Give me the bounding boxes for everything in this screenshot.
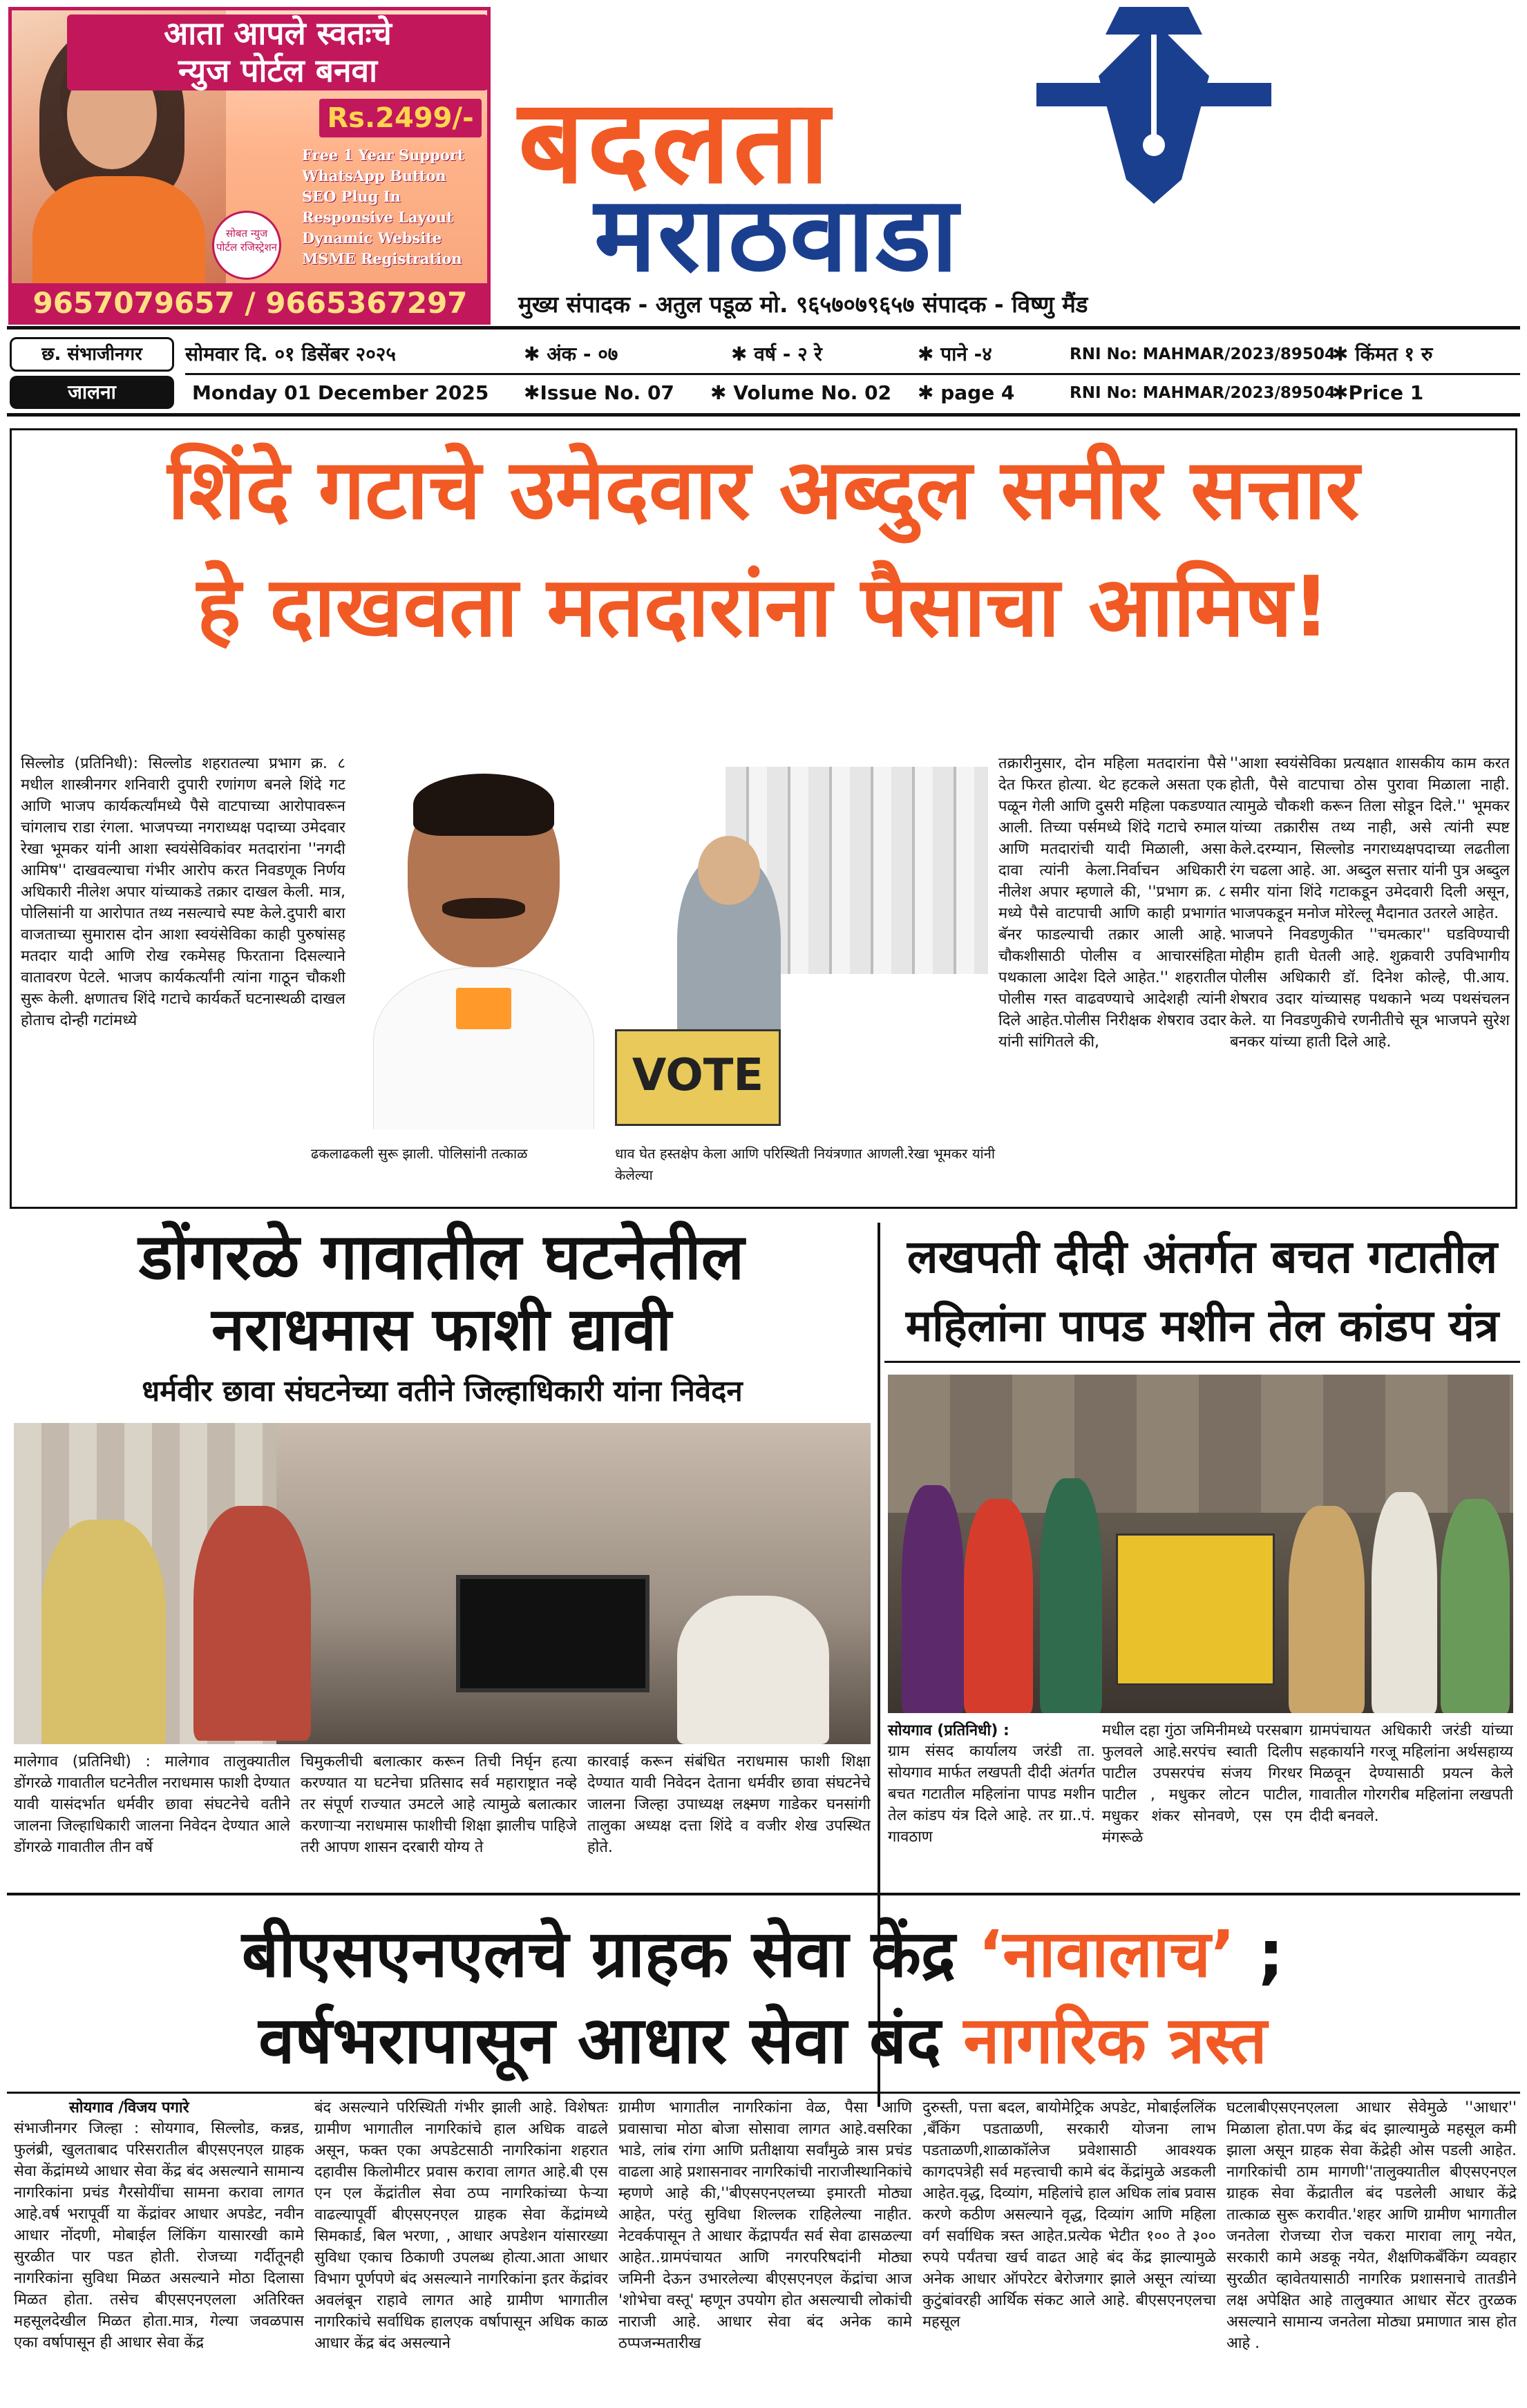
ad-feature: Responsive Layout xyxy=(302,209,453,226)
dateline-city-badge-1: छ. संभाजीनगर xyxy=(10,337,174,372)
dateline-mid-rule xyxy=(185,373,1520,375)
story4-headline-line-1 xyxy=(10,1910,1516,2000)
lead-column-4: ''आशा स्वयंसेविका प्रत्यक्षात शासकीय काम करत होती, पैसे वाटपाचा ठोस पुरावा मिळाला नाही. त्यामुळे चौकशी करून तिला सोडून दिले.'' भूमकर यांच्या तक्रारीस तथ्य नाही, असे त्यांनी स्पष्ट केले.दरम्यान, सिल्लोड नगराध्यक्षपदाच्या लढतीला रंग चढला आहे. आ. अब्दुल सत्तार यांनी पुत्र अब्दुल समीर यांना शिंदे गटाकडून उमेदवारी दिली असून, भाजपकडून मनोज मोरेल्लू मैदानात उतरले आहेत. भाजपने निवडणुकीत ''चमत्कार'' घडविण्याची मोहीम हाती घेतली आहे. शुक्रवारी उपविभागीय पोलीस अधिकारी डॉ. दिनेश कोल्हे, पी.आय. शेषराव उदार यांच्यासह पथकाने भव्य पथसंचलन केले. या निवडणुकीचे रणनीतीचे सूत्र भाजपने सुरेश बनकर यांच्या हाती दिले आहे. xyxy=(1230,755,1510,1051)
story3-byline: सोयगाव (प्रतिनिधी) : xyxy=(888,1722,1009,1739)
story4-column-3: ग्रामीण भागातील नागरिकांना वेळ, पैसा आणि प्रवासाचा मोठा बोजा सोसावा लागत आहे.वसरिका भाडे, लांब रांगा आणि प्रतीक्षाया सर्वांमुळे त्रास प्रचंड वाढला आहे प्रशासनावर नागरिकांची नाराजीस्थानिकांचे म्हणणे आहे की,''बीएसएनएलच्या इमारती मोठ्या आहेत, परंतु सुविधा शिल्लक राहिलेल्या नाहीत. नेटवर्कपासून ते आधार केंद्रापर्यंत सर्व सेवा ढासळल्या आहेत..ग्रामपंचायत आणि नगरपरिषदांनी मोठ्या जमिनी देऊन उभारलेल्या बीएसएनएल केंद्रांचा आज 'शोभेचा वस्तू' म्हणून उपयोग होत असल्याची लोकांची नाराजी आहे. आधार सेवा बंद अनेक कामे ठप्पजन्मतारीख xyxy=(618,2099,912,2352)
ad-feature: MSME Registration xyxy=(302,250,462,267)
dateline-issue-en: ✱Issue No. 07 xyxy=(524,381,674,404)
ad-phone-numbers: 9657079657 / 9665367297 xyxy=(12,283,489,323)
story4-byline: सोयगाव /विजय पगारे xyxy=(69,2099,189,2116)
dateline-price: ✱ किंमत १ रु xyxy=(1332,343,1433,365)
dateline-price-en: ✱Price 1 xyxy=(1332,381,1424,404)
story2-photo xyxy=(14,1423,871,1744)
ad-title-box xyxy=(67,15,489,90)
dateline-pages: ✱ पाने -४ xyxy=(918,343,992,365)
story3-column-3: ग्रामपंचायत अधिकारी जरंडी यांच्या सहकार्याने गरजू महिलांना अर्थसहाय्य मिळवून देण्यासाठी प्रयत्न केले गावातील गोरगरीब महिलांना लखपती दीदी बनवले. xyxy=(1309,1722,1513,1825)
story3-column-1: ग्राम संसद कार्यालय जरंडी ता. सोयगाव मार्फत लखपती दीदी अंतर्गत बचत गटातील महिलांना पापड मशीन तेल कांडप यंत्र दिले आहे. तर ग्रा..पं. गावठाण xyxy=(888,1743,1095,1846)
lead-headline-line-2: हे दाखवता मतदारांना पैसाचा आमिष! xyxy=(197,560,1330,656)
bottom-section-rule xyxy=(7,1893,1520,1895)
story4-headline-part-a: बीएसएनएलचे ग्राहक सेवा केंद्र xyxy=(241,1917,978,1992)
ad-feature: WhatsApp Button xyxy=(302,167,446,184)
dateline-english-row xyxy=(185,376,1520,410)
fountain-pen-nib-icon xyxy=(1036,7,1271,207)
masthead-title-line-2: मराठवाडा xyxy=(594,175,960,295)
story4-column-1: संभाजीनगर जिल्हा : सोयगाव, सिल्लोड, कन्नड, फुलंब्री, खुलताबाद परिसरातील बीएसएनएल ग्राहक सेवा केंद्रांमध्ये आधार सेवा केंद्र बंद असल्याने सामान्य नागरिकांना प्रचंड गैरसोयींचा सामना करावा लागत आहे.वर्ष भरापूर्वी या केंद्रांवर आधार अपडेट, नवीन आधार नोंदणी, मोबाईल लिंकिंग यासारखी कामे सुरळीत पार पडत होती. रोजच्या गर्दीतूनही नागरिकांना सुविधा मिळत असल्याने मोठा दिलासा मिळत होता. तसेच बीएसएनएलला अतिरिक्त महसूलदेखील मिळत होता.मात्र, गेल्या जवळपास एका वर्षापासून ही आधार सेवा केंद्र xyxy=(14,2120,304,2351)
masthead-title-line-1: बदलता xyxy=(518,74,833,209)
vote-box-label: VOTE xyxy=(632,1050,764,1101)
story3-headline-rule xyxy=(884,1361,1520,1363)
lead-column-1: सिल्लोड (प्रतिनिधी): सिल्लोड शहरातल्या प्रभाग क्र. ८ मधील शास्त्रीनगर शनिवारी दुपारी रणांगण बनले शिंदे गट आणि भाजप कार्यकर्त्यांमध्ये पैसे वाटपाच्या आरोपावरून चांगलाच राडा रंगला. भाजपच्या नगराध्यक्ष पदाच्या उमेदवार रेखा भूमकर यांनी आशा स्वयंसेविकांवर मतदारांना ''नगदी आमिष'' दाखवल्याचा गंभीर आरोप करत निवडणूक निर्णय अधिकारी नीलेश अपार यांच्याकडे तक्रार दाखल केली. मात्र, पोलिसांनी या आरोपात तथ्य नसल्याचे स्पष्ट केले.दुपारी बारा वाजताच्या सुमारास दोन आशा स्वयंसेविका काही पुरुषांसह मतदार यादी आणि रोख रकमेसह फिरताना दिसल्याने वातावरण पेटले. भाजप कार्यकर्त्यांनी त्यांना गाठून चौकशी सुरू केली. क्षणातच शिंदे गटाचे कार्यकर्ते घटनास्थळी दाखल होताच दोन्ही गटांमध्ये xyxy=(21,755,345,1029)
ad-line-1: आता आपले स्वतःचे xyxy=(164,15,392,52)
dateline-page-en: ✱ page 4 xyxy=(918,381,1015,404)
voting-illustration xyxy=(608,753,995,1126)
story4-column-2: बंद असल्याने परिस्थिती गंभीर झाली आहे. विशेषतः ग्रामीण भागातील नागरिकांचे हाल अधिक वाढले असून, फक्त एका अपडेटसाठी नागरिकांना शहरात दहावीस किलोमीटर प्रवास करावा लागत आहे.बी एस एन एल केंद्रांतील सेवा ठप्प नागरिकांच्या फेऱ्या वाढल्यापूर्वी बीएसएनएल ग्राहक सेवा केंद्रांमध्ये सिमकार्ड, बिल भरणा, , आधार अपडेशन यांसारख्या सुविधा एकाच ठिकाणी उपलब्ध होत्या.आता आधार विभाग पूर्णपणे बंद असल्याने नागरिकांना इतर केंद्रांवर अवलंबून राहावे लागत आहे ग्रामीण भागातील नागरिकांचे सर्वाधिक हालएक वर्षापासून अधिक काळ आधार केंद्र बंद असल्याने xyxy=(314,2099,608,2352)
dateline-volume: ✱ वर्ष - २ रे xyxy=(731,343,822,365)
dateline-city-badge-2: जालना xyxy=(10,376,174,409)
story4-headline-part-d: वर्षभरापासून आधार सेवा बंद xyxy=(258,2003,964,2079)
editors-line: मुख्य संपादक - अतुल पडूळ मो. ९६५७०७९६५७ संपादक - विष्णु मैंड xyxy=(518,291,1088,318)
dateline-rni: RNI No: MAHMAR/2023/89504 xyxy=(1070,345,1336,363)
dateline-rni-en: RNI No: MAHMAR/2023/89504 xyxy=(1070,384,1336,402)
story4-column-4: दुरुस्ती, पत्ता बदल, बायोमेट्रिक अपडेट, मोबाईललिंक ,बँकिंग पडताळणी, सरकारी योजना लाभ पडताळणी,शाळाकॉलेज प्रवेशासाठी आवश्यक कागदपत्रेही सर्व महत्त्वाची कामे बंद केंद्रांमुळे अडकली आहेत.वृद्ध, दिव्यांग, महिलांचे हाल अधिक लांब प्रवास करणे कठीण असल्याने वृद्ध, दिव्यांग आणि महिला वर्ग सर्वाधिक त्रस्त आहेत.प्रत्येक भेटीत १०० ते ३०० रुपये पर्यंतचा खर्च वाढत आहे बंद केंद्र झाल्यामुळे अनेक आधार ऑपरेटर बेरोजगार झाले असून त्यांच्या कुटुंबांवरही आर्थिक संकट आले आहे. बीएसएनएलचा महसूल xyxy=(922,2099,1216,2331)
lead-column-3: तक्रारीनुसार, दोन महिला मतदारांना पैसे देत फिरत होत्या. थेट हटकले असता एक पळून गेली आणि दुसरी महिला पकडण्यात आली. तिच्या पर्समध्ये शिंदे गटाचे रुमाल आणि मतदारांची यादी मिळाली, असा दावा त्यांनी केला.निर्वाचन अधिकारी नीलेश अपार म्हणाले की, ''प्रभाग क्र. ८ मध्ये पैसे वाटपाची आणि काही प्रभागांत बॅनर फाडल्याची तक्रार आली आहे. चौकशीसाठी पोलीस व आचारसंहिता पथकाला आदेश दिले आहेत.'' शहरातील पोलीस गस्त वाढवण्याचे आदेशही त्यांनी दिले आहेत.पोलीस निरीक्षक शेषराव उदार यांनी सांगितले की, xyxy=(998,755,1226,1051)
candidate-photo xyxy=(359,753,608,1129)
dateline-date-en: Monday 01 December 2025 xyxy=(192,381,489,404)
story4-column-5: घटलाबीएसएनएलला आधार सेवेमुळे ''आधार'' मिळाला होता.पण केंद्र बंद झाल्यामुळे महसूल कमी झाला असून ग्राहक सेवा केंद्रेही ओस पडली आहेत. नागरिकांची ठाम मागणी''तालुक्यातील बीएसएनएल ग्राहक सेवा केंद्रातील बंद पडलेली आधार केंद्रे तात्काळ सुरू करावीत.'शहर आणि ग्रामीण भागातील जनतेला रोजच्या रोज चकरा मारावा लागू नयेत, सरकारी कामे अडकू नयेत, शैक्षणिकबँकिंग व्यवहार सुरळीत व्हावेतयासाठी नागरिक प्रशासनाचे तातडीने लक्ष अपेक्षित आहे तालुक्यात आधार सेंटर तुरळक असल्याने सामान्य जनतेला मोठ्या प्रमाणात त्रास होत आहे . xyxy=(1226,2099,1517,2352)
ad-feature: Free 1 Year Support xyxy=(302,146,464,164)
ad-line-2: न्युज पोर्टल बनवा xyxy=(178,52,378,89)
ad-feature: Dynamic Website xyxy=(302,229,442,247)
lead-headline-line-1: शिंदे गटाचे उमेदवार अब्दुल समीर सत्तार xyxy=(167,442,1360,538)
story3-photo xyxy=(888,1375,1513,1713)
ad-stamp: सोबत न्युज पोर्टल रजिस्ट्रेशन xyxy=(212,211,281,280)
story4-headline-part-c: ; xyxy=(1235,1917,1284,1992)
story4-headline-part-b: ‘नावालाच’ xyxy=(978,1917,1235,1992)
ad-features-list xyxy=(302,145,489,269)
story2-column-3: कारवाई करून संबंधित नराधमास फाशी शिक्षा देण्यात यावी निवेदन देताना धर्मवीर छावा संघटनेचे जालना जिल्हा उपाध्यक्ष लक्ष्मण गाडेकर घनसांगी तालुका अध्यक्ष दत्ता शिंदे व वजीर शेख उपस्थित होते. xyxy=(587,1753,871,1856)
story2-column-2: चिमुकलीची बलात्कार करून तिची निर्घृन हत्या करण्यात या घटनेचा प्रतिसाद सर्व महाराष्ट्रात नव्हे तर संपूर्ण राज्यात उमटले आहे त्यामुळे बलात्कार करणाऱ्या नराधमास फाशीची शिक्षा झालीच पाहिजे तरी आपण शासन दरबारी योग्य ते xyxy=(301,1753,577,1856)
lead-caption-2: धाव घेत हस्तक्षेप केला आणि परिस्थिती नियंत्रणात आणली.रेखा भूमकर यांनी केलेल्या xyxy=(615,1145,995,1183)
story2-headline-line-2: नराधमास फाशी द्यावी xyxy=(211,1295,672,1364)
story3-column-2: मधील दहा गुंठा जमिनीमध्ये परसबाग फुलवले आहे.सरपंच स्वाती दिलीप पाटील उपसरपंच संजय गिरधर पाटील , मधुकर लोटन पाटील, मधुकर शंकर सोनवणे, एस एम मंगरूळे xyxy=(1102,1722,1302,1846)
story2-subhead: धर्मवीर छावा संघटनेच्या वतीने जिल्हाधिकारी यांना निवेदन xyxy=(142,1374,743,1408)
dateline-marathi-row xyxy=(185,337,1520,372)
story2-headline-line-1: डोंगरळे गावातील घटनेतील xyxy=(138,1220,745,1294)
ad-feature: SEO Plug In xyxy=(302,188,401,205)
dateline-top-rule xyxy=(7,326,1520,329)
dateline-date: सोमवार दि. ०१ डिसेंबर २०२५ xyxy=(185,343,396,365)
story3-headline-line-2: महिलांना पापड मशीन तेल कांडप यंत्र xyxy=(905,1301,1499,1352)
ad-price: Rs.2499/- xyxy=(319,99,482,137)
story3-headline-line-1: लखपती दीदी अंतर्गत बचत गटातील xyxy=(907,1230,1498,1283)
lead-caption-1: ढकलाढकली सुरू झाली. पोलिसांनी तत्काळ xyxy=(311,1145,528,1162)
story4-headline-rule xyxy=(7,2092,1520,2094)
dateline-volume-en: ✱ Volume No. 02 xyxy=(710,381,892,404)
story4-headline-part-e: नागरिक त्रस्त xyxy=(963,2003,1267,2079)
story4-headline-line-2 xyxy=(10,1996,1516,2086)
story2-column-1: मालेगाव (प्रतिनिधी) : मालेगाव तालुक्यातील डोंगरळे गावातील घटनेतील नराधमास फाशी देण्यात यावी यासंदर्भात धर्मवीर छावा संघटनेचे वतीने जालना जिल्हाधिकारी जालना निवेदन देण्यात आले डोंगरळे गावातील तीन वर्षे xyxy=(14,1753,290,1856)
dateline-bottom-rule xyxy=(7,413,1520,417)
dateline-issue: ✱ अंक - ०७ xyxy=(524,343,618,365)
advertisement-box xyxy=(8,7,491,325)
